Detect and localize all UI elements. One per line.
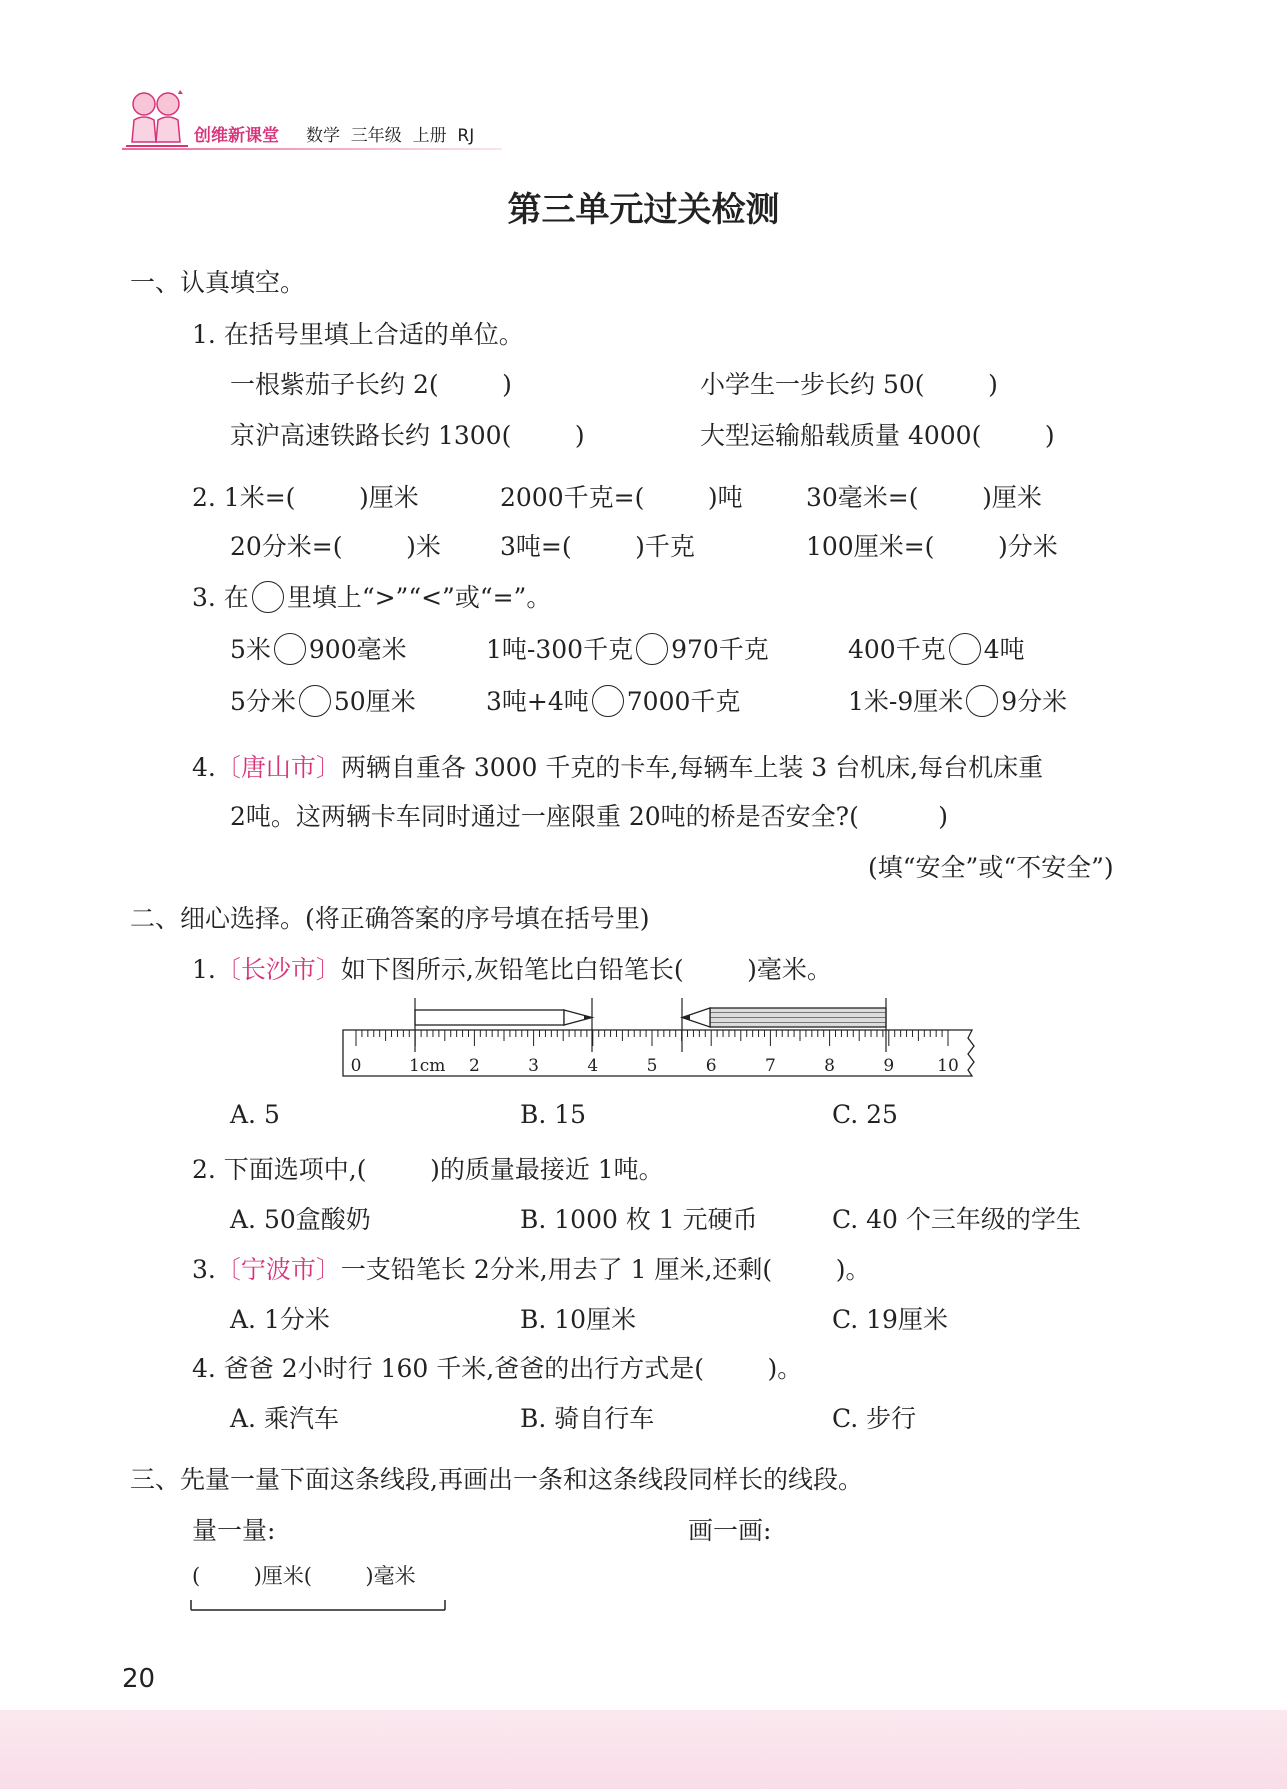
s2-q2-opt-b[interactable]: B. 1000 枚 1 元硬币 bbox=[520, 1205, 758, 1234]
source-tag: 〔长沙市〕 bbox=[215, 955, 341, 984]
s1-q1-c: 京沪高速铁路长约 1300( ) bbox=[230, 421, 585, 450]
measure-label: 量一量: bbox=[192, 1516, 276, 1545]
section2-heading: 二、细心选择。(将正确答案的序号填在括号里) bbox=[130, 904, 650, 933]
ruler-label: 2 bbox=[468, 1056, 480, 1076]
s2-q1-opt-b[interactable]: B. 15 bbox=[520, 1100, 587, 1129]
s2-q4-opt-c[interactable]: C. 步行 bbox=[832, 1404, 917, 1433]
ruler-label: 9 bbox=[883, 1056, 895, 1076]
source-tag: 〔宁波市〕 bbox=[215, 1255, 341, 1284]
s2-q4-opt-a[interactable]: A. 乘汽车 bbox=[230, 1404, 339, 1433]
s2-q2-opt-c[interactable]: C. 40 个三年级的学生 bbox=[832, 1205, 1081, 1234]
ruler-label: 8 bbox=[824, 1056, 836, 1076]
s2-q3-opt-b[interactable]: B. 10厘米 bbox=[520, 1305, 637, 1334]
s1-q4-line2: 2吨。这两辆卡车同时通过一座限重 20吨的桥是否安全?( ) bbox=[230, 802, 949, 831]
s2-q3-opt-a[interactable]: A. 1分米 bbox=[230, 1305, 330, 1334]
s1-q3-item: 400千克 4吨 bbox=[848, 635, 1025, 664]
s1-q3-item: 1米-9厘米 9分米 bbox=[848, 687, 1068, 716]
book-info: 数学 三年级 上册 RJ bbox=[306, 126, 475, 146]
s2-q4-opt-b[interactable]: B. 骑自行车 bbox=[520, 1404, 655, 1433]
compare-blank-circle[interactable] bbox=[636, 633, 668, 665]
ruler-label: 3 bbox=[528, 1056, 540, 1076]
s1-q4-line1: 4.〔唐山市〕两辆自重各 3000 千克的卡车,每辆车上装 3 台机床,每台机床重 bbox=[192, 753, 1044, 782]
draw-label: 画一画: bbox=[688, 1516, 772, 1545]
s1-q1-d: 大型运输船载质量 4000( ) bbox=[700, 421, 1055, 450]
s1-q3-stem bbox=[192, 578, 551, 614]
s2-q2: 2. 下面选项中,( )的质量最接近 1吨。 bbox=[192, 1155, 664, 1184]
s1-q2-e: 3吨=( )千克 bbox=[500, 532, 695, 561]
s2-q3-opt-c[interactable]: C. 19厘米 bbox=[832, 1305, 948, 1334]
brand-name: 创维新课堂 bbox=[194, 126, 279, 146]
s1-q1-b: 小学生一步长约 50( ) bbox=[700, 370, 998, 399]
s1-q4-note: (填“安全”或“不安全”) bbox=[868, 853, 1114, 882]
compare-circle-icon bbox=[252, 581, 284, 613]
ruler-label: 5 bbox=[646, 1056, 658, 1076]
s1-q1-stem: 1. 在括号里填上合适的单位。 bbox=[192, 320, 524, 349]
s1-q3-item: 3吨+4吨 7000千克 bbox=[486, 687, 741, 716]
s2-q2-opt-a[interactable]: A. 50盒酸奶 bbox=[230, 1205, 371, 1234]
page-title: 第三单元过关检测 bbox=[507, 190, 780, 230]
ruler-label: 0 bbox=[350, 1056, 362, 1076]
s1-q2-a: 2. 1米=( )厘米 bbox=[192, 483, 419, 512]
measure-blank: ( )厘米( )毫米 bbox=[192, 1564, 416, 1588]
s1-q2-f: 100厘米=( )分米 bbox=[806, 532, 1058, 561]
ruler-label: 4 bbox=[587, 1056, 599, 1076]
s1-q3-item: 5米 900毫米 bbox=[230, 635, 407, 664]
s1-q3-item: 1吨-300千克 970千克 bbox=[486, 635, 769, 664]
white-pencil bbox=[415, 1010, 592, 1025]
footer-band bbox=[0, 1710, 1287, 1789]
mascot-logo bbox=[122, 86, 192, 152]
header-rule bbox=[122, 148, 502, 150]
s2-q1-opt-c[interactable]: C. 25 bbox=[832, 1100, 898, 1129]
compare-blank-circle[interactable] bbox=[949, 633, 981, 665]
s1-q2-c: 30毫米=( )厘米 bbox=[806, 483, 1042, 512]
gray-pencil bbox=[682, 1008, 886, 1027]
s1-q1-a: 一根紫茄子长约 2( ) bbox=[230, 370, 512, 399]
ruler-figure bbox=[336, 994, 980, 1082]
s2-q1-opt-a[interactable]: A. 5 bbox=[230, 1100, 280, 1129]
ruler-label: 10 bbox=[937, 1056, 959, 1076]
s1-q3-item: 5分米 50厘米 bbox=[230, 687, 416, 716]
section1-heading: 一、认真填空。 bbox=[130, 268, 306, 297]
page-number: 20 bbox=[122, 1664, 156, 1694]
s2-q3: 3.〔宁波市〕一支铅笔长 2分米,用去了 1 厘米,还剩( )。 bbox=[192, 1255, 871, 1284]
ruler-label: 6 bbox=[705, 1056, 717, 1076]
section3-heading: 三、先量一量下面这条线段,再画出一条和这条线段同样长的线段。 bbox=[130, 1465, 863, 1494]
compare-blank-circle[interactable] bbox=[299, 685, 331, 717]
ruler-label: 1cm bbox=[408, 1056, 446, 1076]
compare-blank-circle[interactable] bbox=[966, 685, 998, 717]
compare-blank-circle[interactable] bbox=[274, 633, 306, 665]
s1-q2-b: 2000千克=( )吨 bbox=[500, 483, 743, 512]
compare-blank-circle[interactable] bbox=[592, 685, 624, 717]
line-segment bbox=[190, 1596, 450, 1612]
s1-q3-stem-b: 里填上“>”“<”或“=”。 bbox=[286, 583, 552, 612]
source-tag: 〔唐山市〕 bbox=[215, 753, 341, 782]
s1-q3-stem-a: 3. 在 bbox=[192, 583, 249, 612]
s1-q2-d: 20分米=( )米 bbox=[230, 532, 441, 561]
s2-q4: 4. 爸爸 2小时行 160 千米,爸爸的出行方式是( )。 bbox=[192, 1354, 803, 1383]
ruler-label: 7 bbox=[764, 1056, 776, 1076]
s2-q1: 1.〔长沙市〕如下图所示,灰铅笔比白铅笔长( )毫米。 bbox=[192, 955, 832, 984]
